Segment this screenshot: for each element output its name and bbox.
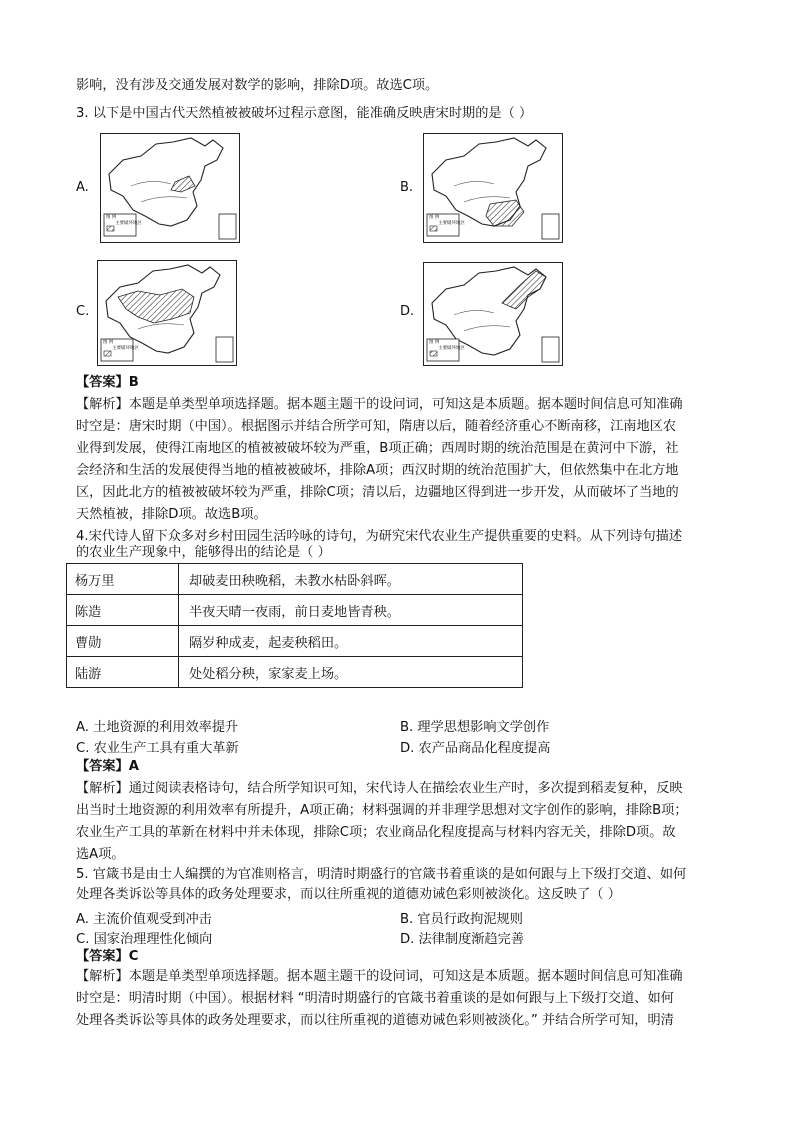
question-3-answer: 【答案】B [76, 375, 139, 390]
text-line: 影响，没有涉及交通发展对数学的影响，排除D项。故选C项。 [76, 78, 439, 93]
table-row [67, 657, 523, 688]
question-5-answer: 【答案】C [76, 949, 139, 964]
question-5-stem: 处理各类诉讼等具体的政务处理要求，而以往所重视的道德劝诫色彩则被淡化。这反映了（ ） [76, 887, 621, 902]
poem-table [66, 563, 523, 688]
explanation-line: 出当时土地资源的利用效率有所提升，A项正确；材料强调的并非理学思想对文字创作的影响，排除B项； [76, 803, 688, 818]
explanation-line: 时空是：唐宋时期（中国）。根据图示并结合所学可知，隋唐以后，随着经济重心不断南移，江南地区农 [76, 419, 677, 434]
q4-option-a: A. 土地资源的利用效率提升 [76, 720, 239, 735]
explanation-line: 天然植被，排除D项。故选B项。 [76, 507, 267, 522]
table-row [67, 626, 523, 657]
map-d-legend: 图 例 主要破坏地区 [429, 340, 465, 351]
explanation-line: 【解析】通过阅读表格诗句，结合所学知识可知，宋代诗人在描绘农业生产时，多次提到稻麦复种，反映 [76, 781, 683, 796]
map-a-legend: 图 例 主要破坏地区 [106, 215, 142, 226]
table-row [67, 564, 523, 595]
explanation-line: 会经济和生活的发展使得当地的植被被破坏，排除A项；西汉时期的统治范围扩大，但依然集中在北方地 [76, 463, 679, 478]
q4-option-c: C. 农业生产工具有重大革新 [76, 741, 239, 756]
verse-cell: 处处稻分秧，家家麦上场。 [179, 657, 523, 688]
q5-option-b: B. 官员行政拘泥规则 [400, 912, 523, 927]
verse-cell: 半夜天晴一夜雨，前日麦地皆青秧。 [179, 595, 523, 626]
q4-option-b: B. 理学思想影响文学创作 [400, 720, 550, 735]
verse-cell: 隔岁种成麦，起麦秧稻田。 [179, 626, 523, 657]
map-b-legend: 图 例 主要破坏地区 [429, 215, 465, 226]
question-3-stem: 3. 以下是中国古代天然植被被破坏过程示意图，能准确反映唐宋时期的是（ ） [76, 106, 533, 121]
explanation-line: 处理各类诉讼等具体的政务处理要求，而以往所重视的道德劝诫色彩则被淡化。” 并结合所学可知，明清 [76, 1013, 674, 1028]
q5-option-c: C. 国家治理理性化倾向 [76, 932, 213, 947]
map-d-label: D. [400, 304, 415, 319]
explanation-line: 时空是：明清时期（中国）。根据材料 “明清时期盛行的官箴书着重谈的是如何跟与上下级打交道、如何 [76, 991, 674, 1006]
map-b-label: B. [400, 180, 414, 195]
map-c-legend: 图 例 主要破坏地区 [103, 340, 139, 351]
map-a-label: A. [76, 180, 89, 195]
explanation-line: 农业生产工具的革新在材料中并未体现，排除C项；农业商品化程度提高与材料内容无关，排除D项。故 [76, 825, 676, 840]
explanation-line: 区，因此北方的植被被破坏较为严重，排除C项；清以后，边疆地区得到进一步开发，从而破坏了当地的 [76, 485, 679, 500]
explanation-line: 选A项。 [76, 847, 125, 862]
question-4-stem: 的农业生产现象中，能够得出的结论是（ ） [76, 545, 331, 560]
q5-option-d: D. 法律制度渐趋完善 [400, 932, 525, 947]
question-4-answer: 【答案】A [76, 759, 139, 774]
q4-option-d: D. 农产品商品化程度提高 [400, 741, 551, 756]
explanation-line: 【解析】本题是单类型单项选择题。据本题主题干的设问词，可知这是本质题。据本题时间信息可知准确 [76, 969, 683, 984]
poet-cell: 杨万里 [67, 564, 179, 595]
q5-option-a: A. 主流价值观受到冲击 [76, 912, 212, 927]
question-5-stem: 5. 官箴书是由士人编撰的为官准则格言，明清时期盛行的官箴书着重谈的是如何跟与上下级打交道、如何 [76, 867, 687, 882]
poet-cell: 陈造 [67, 595, 179, 626]
verse-cell: 却破麦田秧晚稻，未教水枯卧斜晖。 [179, 564, 523, 595]
poet-cell: 陆游 [67, 657, 179, 688]
question-4-stem: 4.宋代诗人留下众多对乡村田园生活吟咏的诗句，为研究宋代农业生产提供重要的史料。从下列诗句描述 [76, 529, 683, 544]
poet-cell: 曹勋 [67, 626, 179, 657]
table-row [67, 595, 523, 626]
explanation-line: 业得到发展，使得江南地区的植被被破坏较为严重，B项正确；西周时期的统治范围是在黄河中下游，社 [76, 441, 679, 456]
explanation-line: 【解析】本题是单类型单项选择题。据本题主题干的设问词，可知这是本质题。据本题时间信息可知准确 [76, 397, 683, 412]
map-c-label: C. [76, 304, 90, 319]
